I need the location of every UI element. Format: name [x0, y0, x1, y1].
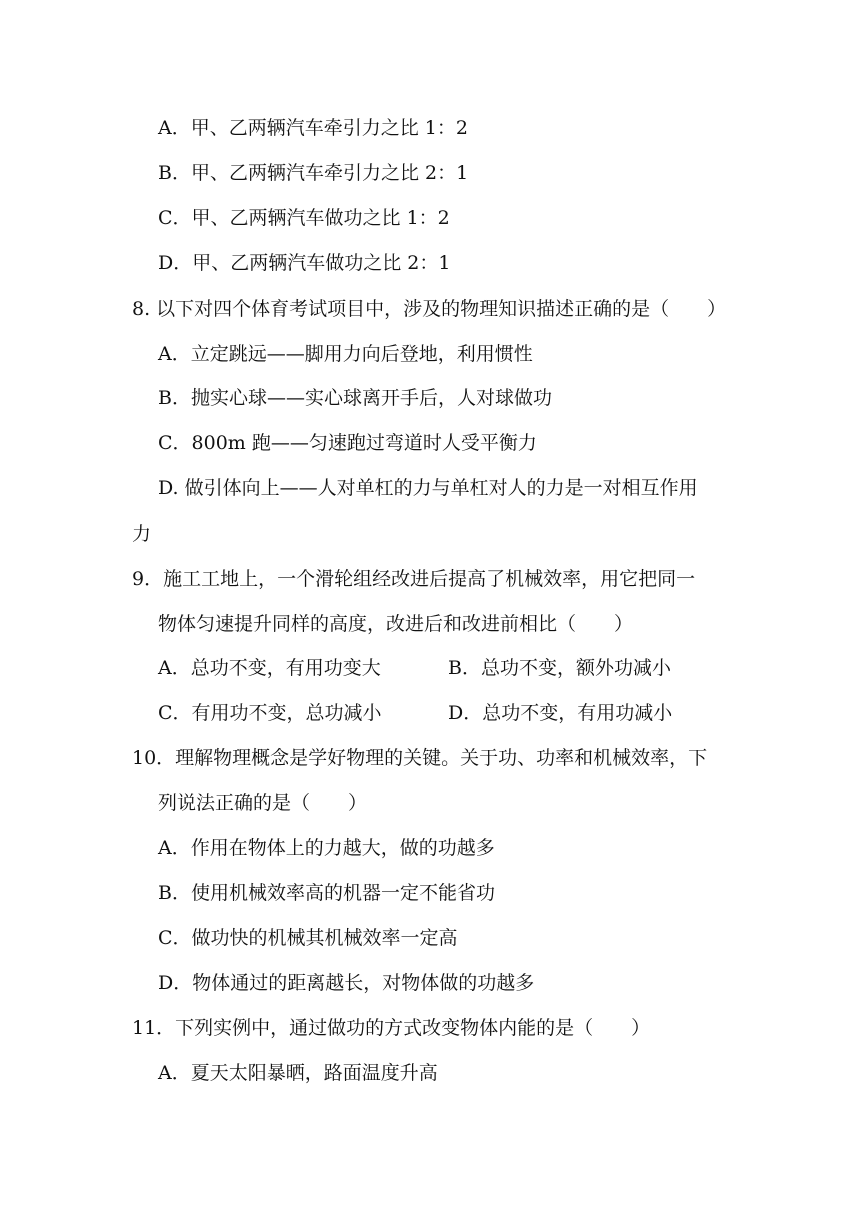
- q9-option-b: B．总功不变，额外功减小: [448, 657, 671, 679]
- q8-stem: 8. 以下对四个体育考试项目中，涉及的物理知识描述正确的是（ ）: [132, 298, 727, 320]
- q8-option-b: B．抛实心球——实心球离开手后，人对球做功: [158, 387, 552, 409]
- q9-option-a: A．总功不变，有用功变大: [158, 657, 381, 679]
- q7-option-d: D．甲、乙两辆汽车做功之比 2：1: [158, 252, 451, 274]
- q10-stem-line1: 10．理解物理概念是学好物理的关键。关于功、功率和机械效率，下: [132, 747, 708, 769]
- q8-option-a: A．立定跳远——脚用力向后登地，利用惯性: [158, 343, 533, 365]
- q9-option-d: D．总功不变，有用功减小: [448, 702, 673, 724]
- q9-option-c: C．有用功不变，总功减小: [158, 702, 382, 724]
- q10-option-a: A．作用在物体上的力越大，做的功越多: [158, 837, 495, 859]
- q8-option-d-wrap: 力: [132, 523, 152, 545]
- q10-option-b: B．使用机械效率高的机器一定不能省功: [158, 882, 495, 904]
- q7-option-a: A．甲、乙两辆汽车牵引力之比 1：2: [158, 117, 468, 139]
- q9-stem-line1: 9．施工工地上，一个滑轮组经改进后提高了机械效率，用它把同一: [132, 568, 696, 590]
- q11-option-a: A．夏天太阳暴晒，路面温度升高: [158, 1062, 438, 1084]
- q8-option-d: D. 做引体向上——人对单杠的力与单杠对人的力是一对相互作用: [158, 477, 698, 499]
- q9-stem-line2: 物体匀速提升同样的高度，改进后和改进前相比（ ）: [158, 613, 634, 635]
- q11-stem: 11．下列实例中，通过做功的方式改变物体内能的是（ ）: [132, 1017, 651, 1039]
- q7-option-c: C．甲、乙两辆汽车做功之比 1：2: [158, 207, 450, 229]
- q7-option-b: B．甲、乙两辆汽车牵引力之比 2：1: [158, 162, 469, 184]
- q8-option-c: C．800m 跑——匀速跑过弯道时人受平衡力: [158, 432, 537, 454]
- q10-stem-line2: 列说法正确的是（ ）: [158, 792, 368, 814]
- q10-option-d: D．物体通过的距离越长，对物体做的功越多: [158, 972, 535, 994]
- q10-option-c: C．做功快的机械其机械效率一定高: [158, 927, 458, 949]
